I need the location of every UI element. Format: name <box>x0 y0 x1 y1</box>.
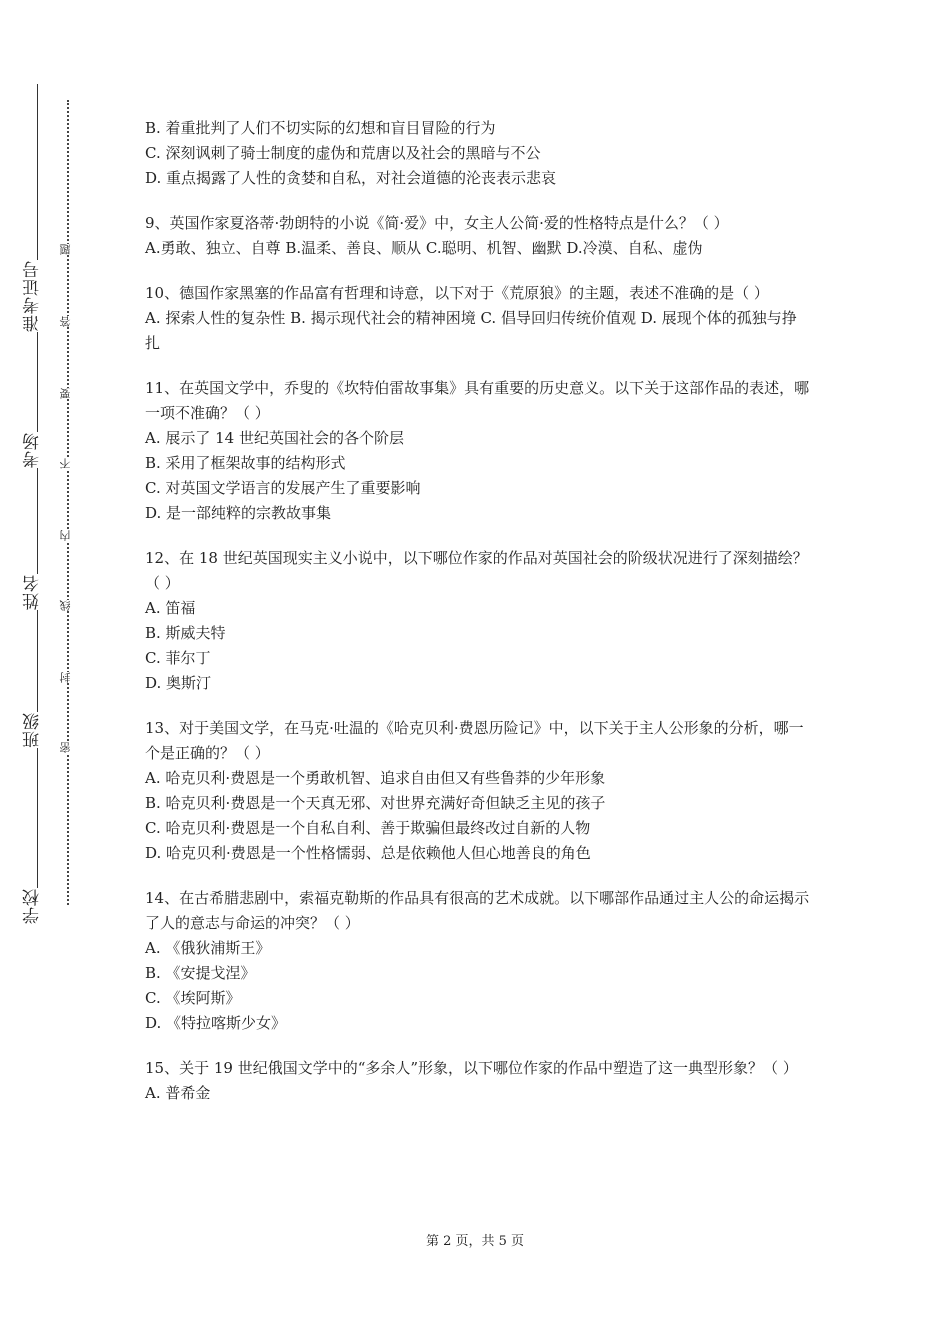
option-line: C. 《埃阿斯》 <box>145 989 241 1007</box>
option-line: A. 笛福 <box>145 599 196 617</box>
question-13 <box>145 716 810 866</box>
exam-room-label: 考场 <box>24 432 50 468</box>
question-stem: 14、在古希腊悲剧中，索福克勒斯的作品具有很高的艺术成就。以下哪部作品通过主人公的命运揭示了人的意志与命运的冲突？（ ） <box>145 889 810 932</box>
seal-char: 要 <box>59 388 72 399</box>
option-line: B. 《安提戈涅》 <box>145 964 256 982</box>
question-stem: 9、英国作家夏洛蒂·勃朗特的小说《简·爱》中，女主人公简·爱的性格特点是什么？（ ） <box>145 214 729 232</box>
option-line: C. 菲尔丁 <box>145 649 211 667</box>
option-line: A.勇敢、独立、自尊 B.温柔、善良、顺从 C.聪明、机智、幽默 D.冷漠、自私、虚伪 <box>145 239 703 257</box>
seal-char: 不 <box>59 458 72 469</box>
option-line: D. 哈克贝利·费恩是一个性格懦弱、总是依赖他人但心地善良的角色 <box>145 844 591 862</box>
option-line: D. 是一部纯粹的宗教故事集 <box>145 504 332 522</box>
question-11 <box>145 376 810 526</box>
question-9 <box>145 211 810 261</box>
seal-char: 封 <box>59 672 72 683</box>
school-label: 学校 <box>24 888 50 924</box>
option-line: B. 斯威夫特 <box>145 624 226 642</box>
page-number: 第 2 页，共 5 页 <box>425 1234 525 1249</box>
option-line: C. 哈克贝利·费恩是一个自私自利、善于欺骗但最终改过自新的人物 <box>145 819 591 837</box>
question-12 <box>145 546 810 696</box>
question-stem: 13、对于美国文学，在马克·吐温的《哈克贝利·费恩历险记》中，以下关于主人公形象的分析，哪一个是正确的？（ ） <box>145 719 804 762</box>
question-14 <box>145 886 810 1036</box>
exam-content <box>145 116 810 1106</box>
seal-char: 线 <box>59 600 72 611</box>
option-line: B. 采用了框架故事的结构形式 <box>145 454 346 472</box>
question-10 <box>145 281 810 356</box>
seal-char: 密 <box>59 742 72 753</box>
class-label: 班级 <box>24 712 50 748</box>
student-name-label: 姓名 <box>24 574 50 610</box>
seal-char: 内 <box>59 530 72 541</box>
question-stem: 12、在 18 世纪英国现实主义小说中，以下哪位作家的作品对英国社会的阶级状况进行了深刻描绘？（ ） <box>145 549 808 592</box>
question-8-remaining-options <box>145 116 810 191</box>
option-line: A. 《俄狄浦斯王》 <box>145 939 271 957</box>
option-line: A. 探索人性的复杂性 B. 揭示现代社会的精神困境 C. 倡导回归传统价值观 D. 展现个体的孤独与挣扎 <box>145 309 797 352</box>
option-line: B. 着重批判了人们不切实际的幻想和盲目冒险的行为 <box>145 119 496 137</box>
exam-number-label: 准考证号 <box>24 260 50 332</box>
binding-line <box>37 84 38 924</box>
option-line: D. 《特拉喀斯少女》 <box>145 1014 287 1032</box>
option-line: D. 重点揭露了人性的贪婪和自私，对社会道德的沦丧表示悲哀 <box>145 169 557 187</box>
seal-char: 答 <box>59 316 72 327</box>
question-15 <box>145 1056 810 1106</box>
option-line: C. 深刻讽刺了骑士制度的虚伪和荒唐以及社会的黑暗与不公 <box>145 144 541 162</box>
option-line: C. 对英国文学语言的发展产生了重要影响 <box>145 479 421 497</box>
option-line: D. 奥斯汀 <box>145 674 212 692</box>
question-stem: 10、德国作家黑塞的作品富有哲理和诗意，以下对于《荒原狼》的主题，表述不准确的是（ ） <box>145 284 769 302</box>
option-line: A. 普希金 <box>145 1084 211 1102</box>
option-line: A. 展示了 14 世纪英国社会的各个阶层 <box>145 429 404 447</box>
seal-char: 题 <box>59 244 72 255</box>
option-line: A. 哈克贝利·费恩是一个勇敢机智、追求自由但又有些鲁莽的少年形象 <box>145 769 606 787</box>
question-stem: 11、在英国文学中，乔叟的《坎特伯雷故事集》具有重要的历史意义。以下关于这部作品的表述，哪一项不准确？（ ） <box>145 379 810 422</box>
seal-dotted-line <box>67 100 69 905</box>
option-line: B. 哈克贝利·费恩是一个天真无邪、对世界充满好奇但缺乏主见的孩子 <box>145 794 606 812</box>
question-stem: 15、关于 19 世纪俄国文学中的“多余人”形象，以下哪位作家的作品中塑造了这一典型形象？（ ） <box>145 1059 798 1077</box>
